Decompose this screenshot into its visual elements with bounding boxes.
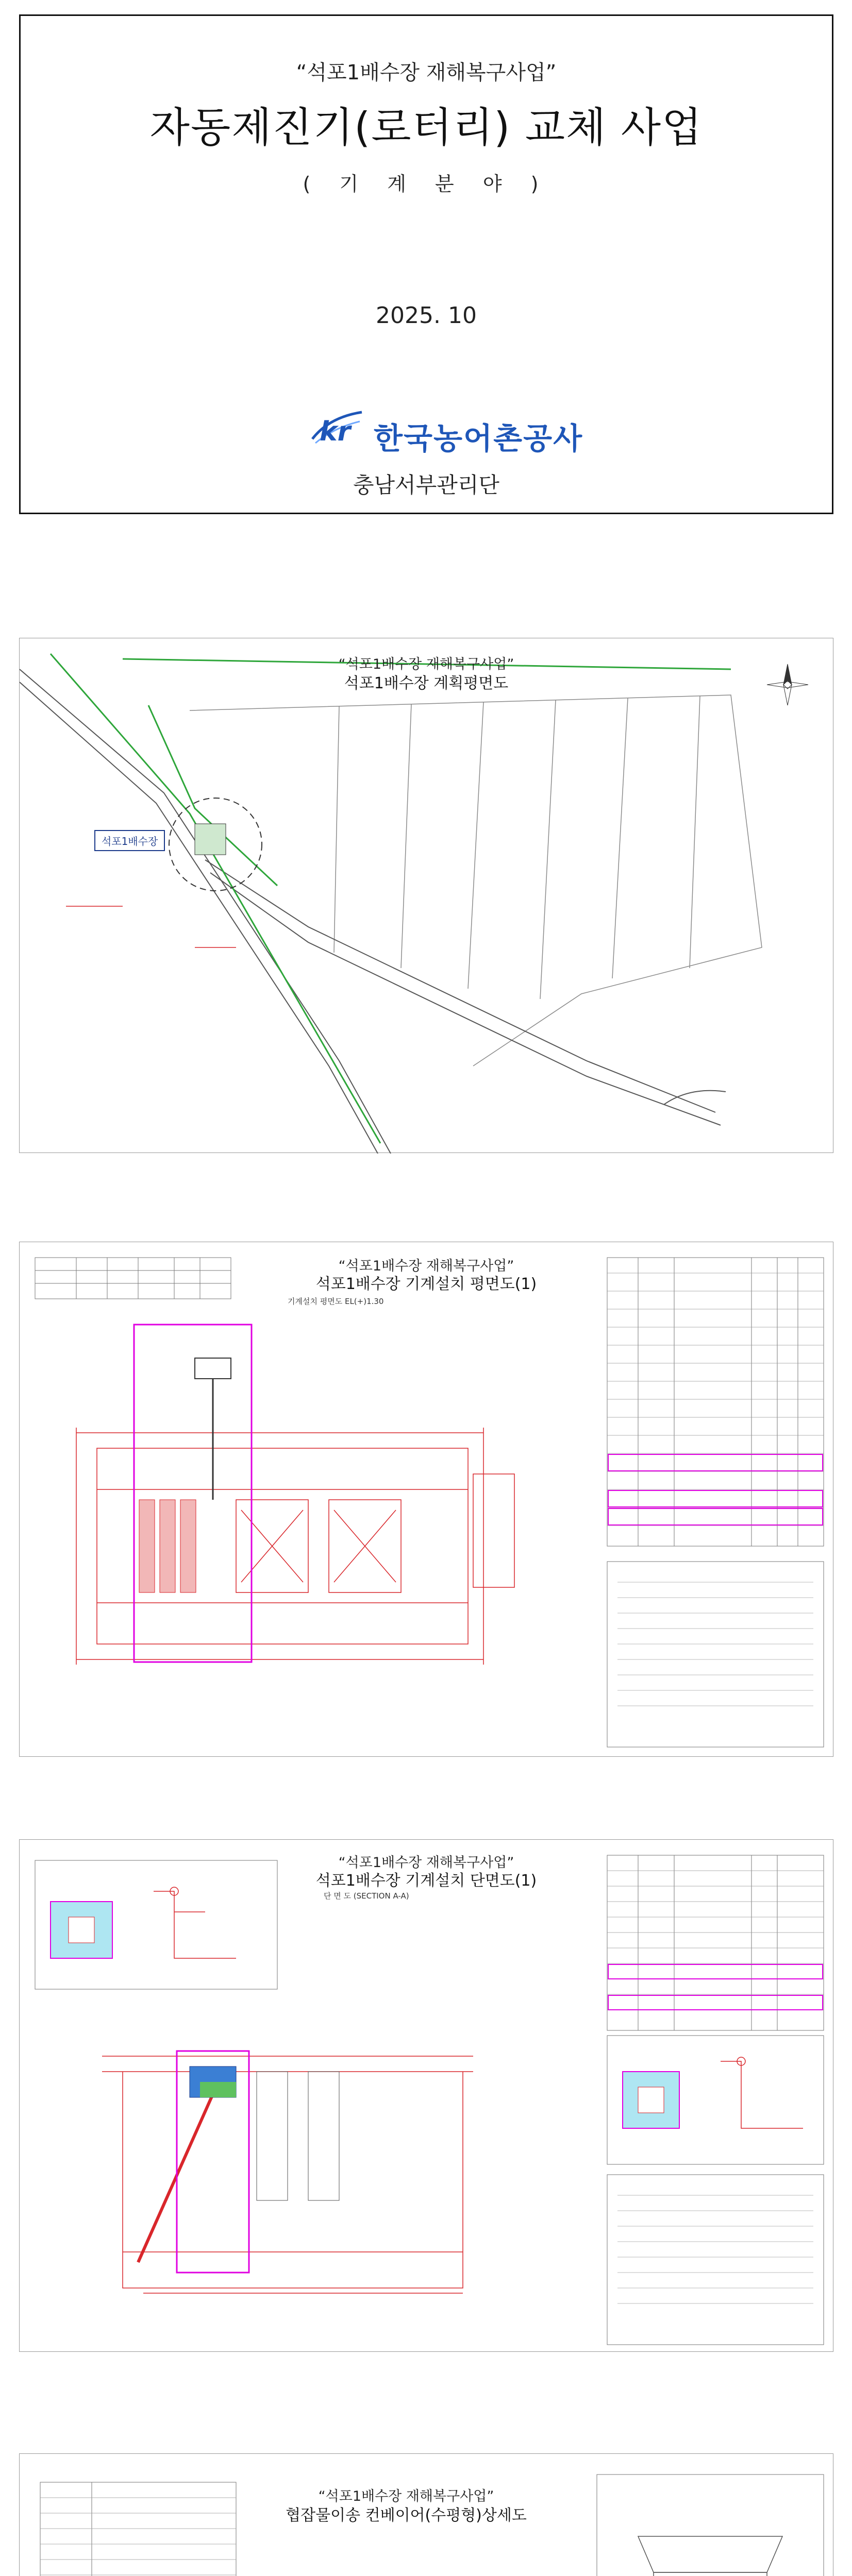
logo-mark: kr [320,416,351,447]
sheet1-project: “석포1배수장 재해복구사업” [338,656,514,672]
sheet2-title: 석포1배수장 기계설치 평면도(1) [315,1275,537,1293]
sheet-site-plan [19,638,833,1153]
sheet4-title: 협잡물이송 컨베이어(수평형)상세도 [286,2506,527,2524]
sheet-mechanical-plan [19,1242,833,1757]
sheet4-project: “석포1배수장 재해복구사업” [318,2488,494,2504]
sheet2-project: “석포1배수장 재해복구사업” [338,1258,514,1274]
cover-organization: 충남서부관리단 [353,472,499,498]
logo-text: 한국농어촌공사 [374,421,583,456]
site-plan-drawing [20,638,834,1154]
cover-title: 자동제진기(로터리) 교체 사업 [149,104,703,151]
cover-page [19,14,833,514]
cover-project-name: “석포1배수장 재해복구사업” [296,61,557,84]
krc-logo [299,405,583,456]
sheet3-subtitle: 단 면 도 (SECTION A-A) [324,1891,409,1901]
pump-station-callout: 석포1배수장 [94,830,165,851]
sheet3-title: 석포1배수장 기계설치 단면도(1) [315,1872,537,1890]
cover-division: ( 기 계 분 야 ) [303,173,550,195]
sheet-horizontal-conveyor [19,2453,833,2576]
mechanical-plan-drawing [20,1242,834,1757]
sheet1-title: 석포1배수장 계획평면도 [344,674,509,692]
section-drawing [20,1840,834,2352]
cover-date: 2025. 10 [376,302,477,329]
sheet-section [19,1839,833,2352]
sheet2-subtitle: 기계설치 평면도 EL(+)1.30 [288,1297,384,1306]
sheet3-project: “석포1배수장 재해복구사업” [338,1855,514,1871]
